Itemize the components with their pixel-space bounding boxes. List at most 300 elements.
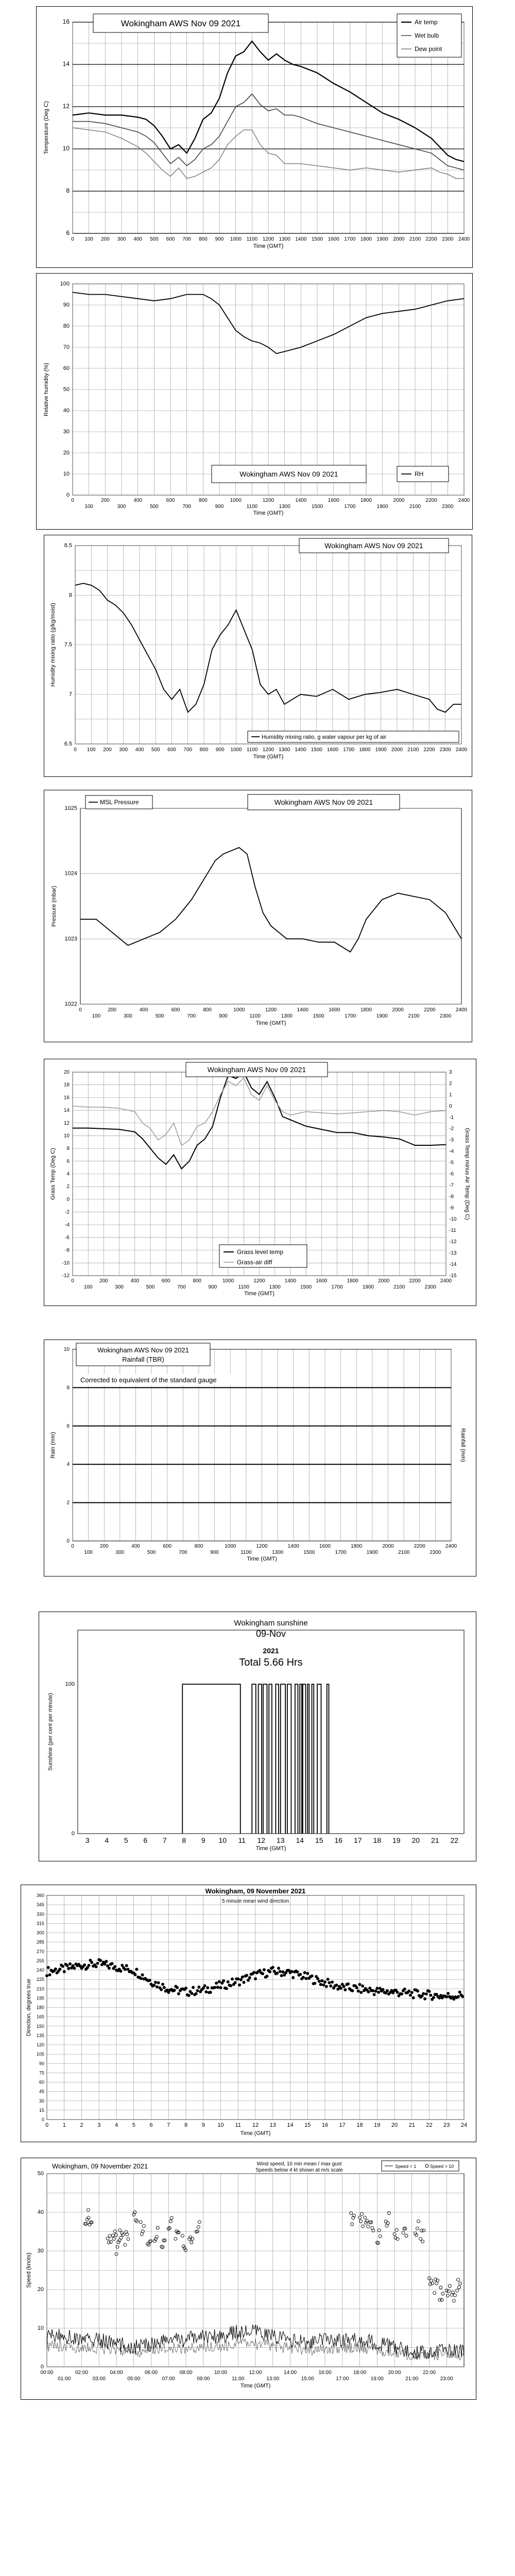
y2-axis-label: Rainfall (mm) [460,1428,466,1462]
direction-point [277,1967,280,1970]
x-tick-label: 8 [184,2122,188,2128]
x-tick-label: 1300 [279,236,290,242]
direction-point [206,1986,209,1989]
y-axis-label: Temperature (Deg C) [43,101,49,155]
y-tick-label: 80 [63,323,70,329]
y-tick-label: 100 [60,281,70,287]
direction-point [422,1992,425,1995]
x-tick-label: 1900 [376,236,388,242]
chart-subtitle: Rainfall (TBR) [122,1355,164,1363]
gust-point [140,2233,143,2236]
x-tick-label: 800 [198,236,208,242]
direction-point [306,1972,309,1975]
x-tick-label: 1400 [287,1544,299,1549]
x-tick-label: 2300 [430,1550,441,1555]
mixing-ratio-chart [44,535,472,777]
direction-point [229,1984,232,1987]
sunshine-interval [252,1684,256,1834]
y-tick-label: 6.5 [64,741,72,747]
direction-point [236,1977,239,1980]
direction-point [447,1992,450,1995]
x-tick-label: 1000 [230,747,242,753]
y-axis-label: Humidity mixing ratio (g/kg/moist) [50,603,56,687]
direction-point [403,1988,406,1991]
direction-point [322,1984,325,1987]
y-tick-label: -1 [449,1114,454,1121]
x-tick-label: 1400 [297,1007,308,1013]
gust-point [190,2241,193,2244]
y-tick-label: -5 [449,1160,454,1166]
direction-point [248,1976,251,1979]
x-tick-label: 19:00 [370,2376,384,2382]
gust-point [161,2246,164,2249]
x-tick-label: 900 [215,747,225,753]
x-tick-label: 9 [201,2122,205,2128]
x-tick-label: 900 [208,1284,217,1290]
direction-point [176,1986,179,1989]
y-axis-label: Grass Temp (Deg C) [50,1148,56,1200]
direction-point [99,1959,102,1962]
x-tick-label: 1600 [328,498,339,503]
x-tick-label: 800 [194,1544,203,1549]
y-tick-label: 120 [36,2042,44,2047]
x-tick-label: 1300 [279,747,290,753]
x-tick-label: 600 [166,236,175,242]
x-tick-label: 2200 [425,236,437,242]
x-tick-label: 15 [315,1836,323,1844]
x-tick-label: 700 [183,747,193,753]
y-tick-label: 0 [41,2117,44,2122]
direction-point [358,1983,362,1986]
wind-speed-chart-svg [21,2158,477,2400]
direction-point [374,1990,377,1993]
y-tick-label: 1023 [64,936,77,942]
x-tick-label: 100 [84,236,94,242]
x-tick-label: 1200 [265,1007,277,1013]
x-tick-label: 11 [238,1836,246,1844]
direction-point [222,1979,225,1982]
legend-label: MSL Pressure [100,799,139,806]
gust-point [351,2223,354,2226]
x-tick-label: 1100 [246,747,258,753]
x-tick-label: 700 [179,1550,187,1555]
sunshine-interval [281,1684,285,1834]
y2-axis-label: Grass Temp minus Air Temp (Deg C) [464,1128,470,1220]
x-tick-label: 1500 [311,504,323,510]
gust-point [457,2278,460,2281]
x-tick-label: 1600 [328,236,339,242]
direction-point [316,1977,319,1980]
x-tick-label: 2000 [382,1544,394,1549]
direction-point [281,1971,284,1974]
x-tick-label: 03:00 [92,2376,106,2382]
sunshine-interval [327,1684,329,1834]
gust-point [141,2230,144,2233]
direction-point [63,1970,66,1973]
x-tick-label: 100 [84,1550,93,1555]
y-tick-label: 40 [37,2209,44,2215]
x-tick-label: 20 [411,1836,420,1844]
direction-point [445,1995,448,1998]
gust-point [459,2282,462,2285]
x-axis-label: Time (GMT) [253,510,284,516]
direction-point [329,1985,332,1988]
x-tick-label: 0 [74,747,77,753]
direction-point [243,1981,246,1984]
direction-point [377,1991,380,1994]
chart-annotation: Corrected to equivalent of the standard gauge [80,1376,217,1384]
x-tick-label: 1300 [279,504,290,510]
legend-label: Humidity mixing ratio, g water vapour per kg of air [262,734,387,740]
x-tick-label: 1100 [246,236,258,242]
direction-point [88,1964,91,1967]
y-tick-label: 10 [63,1133,70,1139]
direction-point [410,1991,414,1994]
x-tick-label: 10 [218,1836,227,1844]
x-tick-label: 07:00 [162,2376,175,2382]
x-tick-label: 12 [257,1836,266,1844]
gust-point [198,2221,201,2224]
y-tick-label: 30 [63,429,70,435]
x-tick-label: 300 [117,504,126,510]
y-tick-label: 60 [39,2079,44,2085]
y-tick-label: -6 [65,1234,70,1241]
gust-point [458,2286,461,2289]
x-tick-label: 1400 [295,747,306,753]
y-tick-label: -8 [449,1194,454,1200]
y-tick-label: 315 [36,1921,44,1926]
gust-point [439,2286,442,2289]
direction-point [203,1984,207,1987]
direction-point [58,1968,61,1971]
legend-label: Dew point [415,45,442,53]
chart-year: 2021 [263,1647,279,1655]
direction-point [125,1964,128,1967]
gust-point [139,2221,142,2224]
chart-note: Speeds below 4 kt shown at m/s scale [255,2167,343,2173]
x-tick-label: 1700 [345,1013,356,1019]
x-tick-label: 1400 [295,236,307,242]
y-axis-label: Relative humidity (%) [43,363,49,416]
x-tick-label: 2400 [455,1007,468,1013]
direction-point [105,1960,108,1963]
x-tick-label: 200 [100,236,110,242]
x-tick-label: 04:00 [110,2370,123,2376]
direction-point [238,1984,241,1987]
wind-speed-chart [21,2158,476,2400]
y-tick-label: 2 [449,1080,452,1087]
direction-point [73,1967,76,1970]
x-tick-label: 800 [193,1278,202,1284]
direction-point [279,1970,282,1973]
x-tick-label: 10 [217,2122,224,2128]
humidity-chart [36,273,473,530]
y-tick-label: 225 [36,1977,44,1982]
y-tick-label: 70 [63,344,70,350]
x-tick-label: 1500 [303,1550,315,1555]
x-tick-label: 2100 [409,236,421,242]
direction-point [261,1972,264,1975]
sunshine-interval [295,1684,298,1834]
chart-title: Wokingham AWS Nov 09 2021 [121,19,241,29]
x-tick-label: 1800 [360,498,372,503]
x-tick-label: 3 [85,1836,90,1844]
direction-point [318,1980,321,1983]
gust-point [169,2220,172,2223]
direction-point [252,1971,255,1974]
direction-point [45,1974,48,1977]
legend-label: RH [415,470,424,478]
x-tick-label: 1800 [360,236,372,242]
x-tick-label: 9 [201,1836,205,1844]
chart-title: Wokingham AWS Nov 09 2021 [274,798,373,807]
x-tick-label: 2100 [393,1284,405,1290]
x-tick-label: 11 [235,2122,241,2128]
x-tick-label: 19 [392,1836,401,1844]
temperature-chart-svg [37,7,473,268]
sunshine-interval [303,1684,306,1834]
x-tick-label: 4 [114,2122,118,2128]
chart-subtitle: 09-Nov [255,1629,286,1639]
gust-point [113,2230,116,2233]
y-tick-label: 1025 [64,805,77,811]
sunshine-interval [259,1684,262,1834]
x-tick-label: 18:00 [353,2370,367,2376]
x-tick-label: 1200 [256,1544,268,1549]
x-tick-label: 1600 [329,1007,340,1013]
x-axis-label: Time (GMT) [255,1020,286,1026]
x-tick-label: 400 [133,236,143,242]
gust-point [387,2212,390,2215]
sunshine-interval [263,1684,267,1834]
x-tick-label: 500 [149,236,159,242]
gust-point [415,2233,418,2236]
direction-point [154,1981,157,1984]
direction-point [213,1986,216,1989]
direction-point [209,1991,212,1994]
x-tick-label: 700 [182,236,192,242]
x-tick-label: 00:00 [40,2370,54,2376]
y-tick-label: 7 [68,691,72,698]
direction-point [140,1977,143,1980]
x-tick-label: 2100 [398,1550,410,1555]
x-tick-label: 1900 [376,1013,388,1019]
y-tick-label: 270 [36,1948,44,1954]
direction-point [47,1966,50,1969]
direction-point [325,1985,328,1988]
temperature-chart [36,6,473,268]
x-tick-label: 1100 [241,1550,252,1555]
y-axis-label: Speed (knots) [26,2252,32,2288]
x-tick-label: 01:00 [58,2376,71,2382]
y-tick-label: -4 [65,1222,70,1228]
x-tick-label: 0 [71,1278,74,1284]
humidity-chart-svg [37,274,473,530]
y-tick-label: 15 [39,2107,44,2113]
direction-point [196,1989,199,1992]
x-tick-label: 700 [182,504,192,510]
x-tick-label: 13:00 [266,2376,280,2382]
direction-point [68,1962,72,1965]
direction-point [361,1985,364,1988]
x-tick-label: 1700 [344,504,356,510]
direction-point [367,1990,370,1993]
x-tick-label: 1300 [269,1284,281,1290]
direction-point [336,1988,339,1991]
x-tick-label: 2100 [408,1013,420,1019]
gust-point [107,2241,110,2244]
direction-point [371,1989,374,1992]
direction-point [111,1962,114,1965]
legend-label: Air temp [415,19,438,26]
x-tick-label: 1900 [375,747,387,753]
y-tick-label: 2 [66,1184,70,1190]
gust-point [197,2225,200,2228]
chart-title: Wokingham AWS Nov 09 2021 [97,1346,189,1354]
x-tick-label: 2300 [442,236,454,242]
y-tick-label: 50 [63,386,70,393]
x-tick-label: 2000 [393,498,405,503]
direction-point [409,1994,412,1997]
direction-point [382,1988,385,1991]
gust-point [350,2212,353,2215]
chart-total: Total 5.66 Hrs [239,1657,303,1668]
x-tick-label: 0 [71,236,74,242]
x-tick-label: 13 [276,1836,285,1844]
x-tick-label: 5 [124,1836,128,1844]
x-tick-label: 1800 [359,747,371,753]
direction-point [416,1990,419,1993]
y-tick-label: 3 [449,1070,452,1075]
x-tick-label: 8 [182,1836,186,1844]
direction-point [119,1970,122,1973]
x-tick-label: 2400 [445,1544,457,1549]
direction-point [90,1961,93,1964]
direction-point [177,1992,180,1995]
direction-point [458,1991,461,1994]
wind-direction-chart [21,1885,476,2142]
gust-point [417,2220,420,2223]
y-tick-label: -13 [449,1250,457,1257]
direction-point [400,1992,403,1995]
gust-point [367,2225,370,2228]
x-tick-label: 17 [353,1836,362,1844]
y-tick-label: -2 [449,1126,454,1132]
direction-point [320,1979,323,1982]
direction-point [96,1962,99,1965]
direction-point [263,1968,266,1971]
y-tick-label: 6 [66,229,70,236]
direction-point [54,1968,57,1971]
x-tick-label: 20:00 [388,2370,401,2376]
x-tick-label: 200 [108,1007,117,1013]
y-tick-label: -6 [449,1171,454,1177]
x-tick-label: 21 [431,1836,439,1844]
gust-point [156,2226,159,2229]
x-tick-label: 2000 [391,747,403,753]
x-tick-label: 2300 [439,747,451,753]
chart-title: Wokingham sunshine [234,1619,308,1628]
rainfall-chart [44,1340,476,1577]
x-tick-label: 400 [139,1007,148,1013]
direction-point [296,1971,299,1974]
series-line [80,848,461,952]
x-tick-label: 1400 [284,1278,297,1284]
y-tick-label: -3 [449,1137,454,1143]
x-tick-label: 17:00 [336,2376,349,2382]
x-tick-label: 2400 [455,747,468,753]
gust-point [181,2234,184,2238]
direction-point [327,1978,330,1981]
direction-point [271,1966,274,1969]
direction-point [108,1967,111,1970]
direction-point [432,1996,435,1999]
direction-point [195,1992,198,1995]
direction-point [160,1988,163,1991]
x-tick-label: 2200 [409,1278,421,1284]
x-tick-label: 06:00 [144,2370,158,2376]
y-tick-label: 0 [66,1538,70,1544]
y-tick-label: 10 [63,1347,70,1352]
gust-point [106,2237,109,2240]
chart-subtitle: 5 minute mean wind direction [221,1899,289,1904]
direction-point [48,1973,52,1976]
legend-label: Wet bulb [415,32,439,39]
x-tick-label: 22 [426,2122,433,2128]
legend-label: Grass level temp [237,1248,284,1256]
y-tick-label: 180 [36,2005,44,2010]
x-tick-label: 16 [334,1836,343,1844]
direction-point [152,1984,156,1987]
y-tick-label: 100 [65,1681,75,1687]
y-axis-label: Sunshine (per cent per minute) [47,1692,54,1771]
x-tick-label: 1500 [311,236,323,242]
direction-point [291,1976,295,1979]
direction-point [184,1987,187,1990]
x-tick-label: 7 [167,2122,170,2128]
direction-point [225,1987,228,1990]
gust-point [433,2292,436,2295]
x-axis-label: Time (GMT) [253,243,284,249]
x-tick-label: 1800 [347,1278,358,1284]
y-tick-label: 240 [36,1968,44,1973]
x-tick-label: 6 [149,2122,153,2128]
rainfall-chart-svg [44,1340,477,1577]
direction-point [331,1980,334,1984]
direction-point [141,1973,144,1976]
direction-point [373,1993,376,1996]
y-tick-label: -15 [449,1273,457,1279]
x-tick-label: 600 [166,498,175,503]
x-tick-label: 1700 [344,236,356,242]
chart-title: Wokingham, 09 November 2021 [205,1887,306,1895]
x-tick-label: 1700 [331,1284,343,1290]
direction-point [323,1980,327,1984]
x-tick-label: 21:00 [405,2376,419,2382]
gust-point [421,2240,424,2243]
direction-point [163,1986,166,1989]
x-tick-label: 20 [391,2122,398,2128]
x-tick-label: 600 [167,747,176,753]
x-tick-label: 08:00 [179,2370,193,2376]
direction-point [161,1983,164,1986]
direction-point [215,1981,218,1985]
x-tick-label: 1200 [253,1278,265,1284]
direction-point [219,1986,222,1989]
x-tick-label: 500 [146,1284,155,1290]
gust-point [87,2208,90,2211]
x-tick-label: 1400 [295,498,307,503]
